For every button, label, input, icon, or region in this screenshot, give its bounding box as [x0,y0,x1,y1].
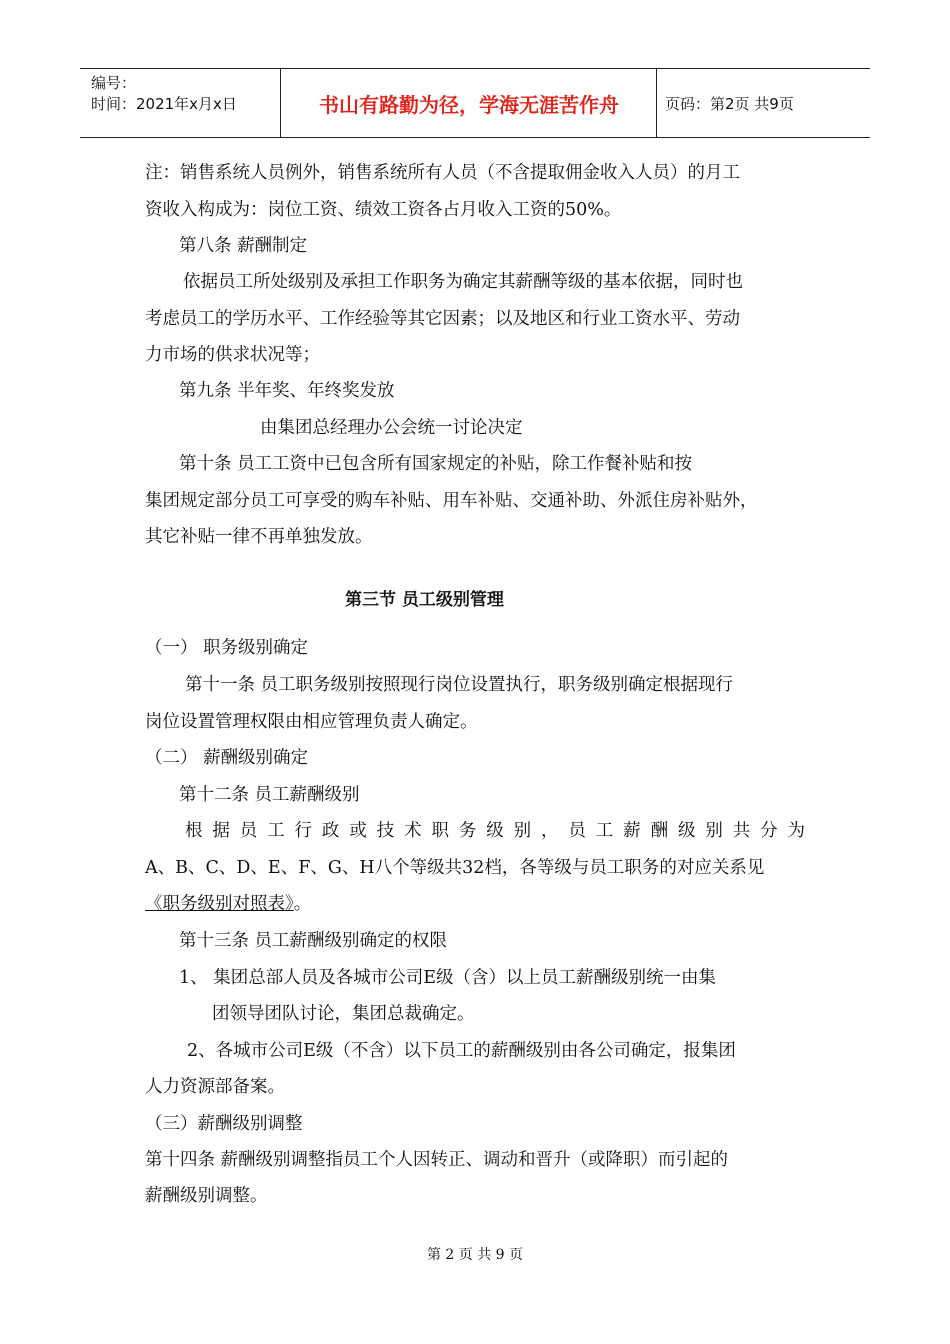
header-page-info: 页码：第2页 共9页 [665,94,794,113]
paragraph-line: A、B、C、D、E、F、G、H八个等级共32档，各等级与员工职务的对应关系见 [145,858,765,878]
header-meta [80,69,281,137]
paragraph-line: 第十四条 薪酬级别调整指员工个人因转正、调动和晋升（或降职）而引起的 [145,1150,729,1170]
section-heading: 第三节 员工级别管理 [345,590,504,610]
page-footer: 第 2 页 共 9 页 [426,1247,524,1263]
page-header [80,68,870,138]
paragraph-line: 依据员工所处级别及承担工作职务为确定其薪酬等级的基本依据，同时也 [183,272,743,292]
article-heading: 第八条 薪酬制定 [179,236,308,256]
article-heading: 第十二条 员工薪酬级别 [179,785,360,805]
paragraph-line: 其它补贴一律不再单独发放。 [145,527,373,547]
paragraph-line: 注：销售系统人员例外，销售系统所有人员（不含提取佣金收入人员）的月工 [145,163,740,183]
punctuation: 。 [293,894,312,914]
paragraph-line: 由集团总经理办公会统一讨论决定 [260,418,523,438]
paragraph-line: 力市场的供求状况等； [145,345,320,365]
subsection-heading: （三）薪酬级别调整 [145,1114,303,1134]
paragraph-line: 根据员工行政或技术职务级别，员工薪酬级别共分为 [185,821,805,841]
list-item-continuation: 团领导团队讨论，集团总裁确定。 [212,1004,475,1024]
paragraph-line: 岗位设置管理权限由相应管理负责人确定。 [145,712,478,732]
list-item-continuation: 人力资源部备案。 [145,1077,285,1097]
subsection-heading: （一） 职务级别确定 [145,638,309,658]
list-item: 1、 集团总部人员及各城市公司E级（含）以上员工薪酬级别统一由集 [179,968,716,988]
article-heading: 第九条 半年奖、年终奖发放 [179,381,395,401]
header-motto: 书山有路勤为径，学海无涯苦作舟 [282,69,657,137]
paragraph-line: 集团规定部分员工可享受的购车补贴、用车补贴、交通补助、外派住房补贴外， [145,491,758,511]
paragraph-line: 资收入构成为：岗位工资、绩效工资各占月收入工资的50%。 [145,200,622,220]
doc-date: 时间：2021年x月x日 [91,95,237,113]
article-heading: 第十三条 员工薪酬级别确定的权限 [179,931,448,951]
paragraph-line: 第十条 员工工资中已包含所有国家规定的补贴，除工作餐补贴和按 [179,454,693,474]
paragraph-line: 薪酬级别调整。 [145,1186,268,1206]
doc-number: 编号： [91,74,137,92]
list-item: 2、各城市公司E级（不含）以下员工的薪酬级别由各公司确定，报集团 [187,1041,736,1061]
paragraph-line: 考虑员工的学历水平、工作经验等其它因素；以及地区和行业工资水平、劳动 [145,309,740,329]
paragraph-line: 第十一条 员工职务级别按照现行岗位设置执行，职务级别确定根据现行 [185,675,734,695]
subsection-heading: （二） 薪酬级别确定 [145,748,309,768]
reference-link: 《职务级别对照表》 [145,894,294,914]
paragraph-line [145,892,311,916]
